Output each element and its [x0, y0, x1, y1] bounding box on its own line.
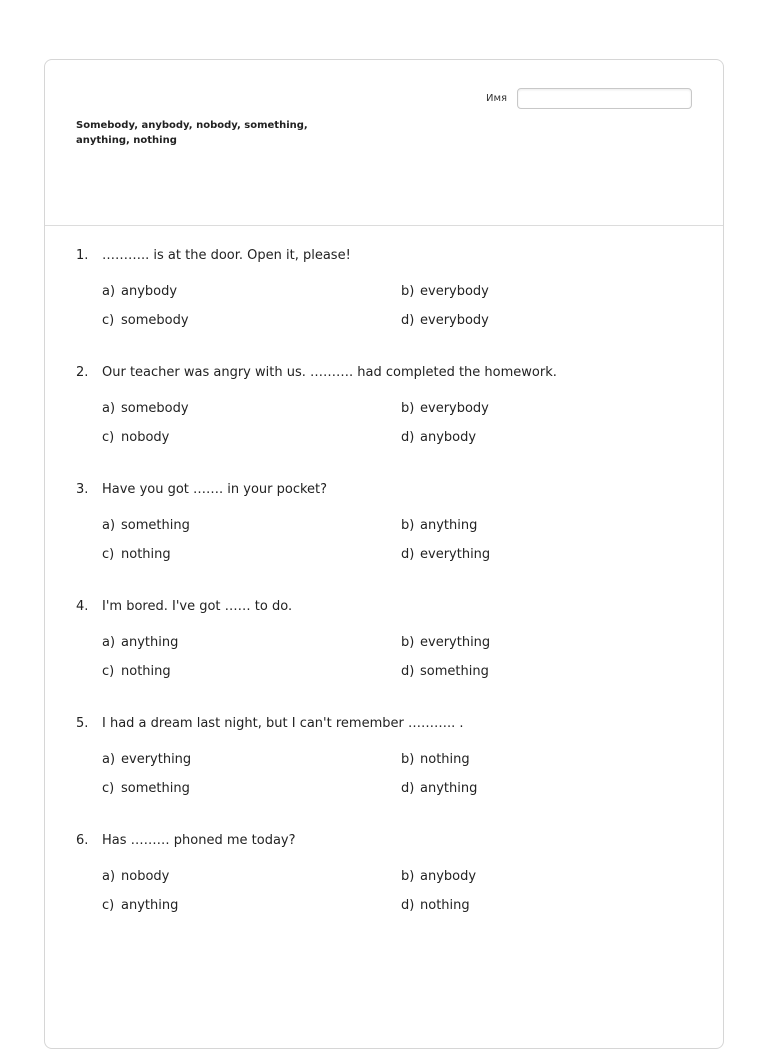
question-list — [45, 248, 723, 950]
question-text: ……….. is at the door. Open it, please! — [102, 248, 351, 263]
option-letter: c) — [102, 313, 115, 328]
option-a[interactable] — [102, 518, 190, 533]
question-number: 5. — [76, 716, 89, 731]
option-b[interactable] — [401, 869, 476, 884]
question-text: Has ……… phoned me today? — [102, 833, 296, 848]
option-text: anything — [420, 781, 478, 796]
option-text: anything — [420, 518, 478, 533]
option-text: nothing — [121, 547, 171, 562]
question-number: 4. — [76, 599, 89, 614]
option-letter: d) — [401, 664, 415, 679]
name-label: Имя — [486, 93, 508, 104]
option-letter: c) — [102, 781, 115, 796]
option-letter: c) — [102, 898, 115, 913]
question-number: 6. — [76, 833, 89, 848]
option-letter: a) — [102, 869, 116, 884]
option-a[interactable] — [102, 401, 189, 416]
option-text: anything — [121, 898, 179, 913]
worksheet — [44, 59, 724, 1049]
option-text: nothing — [121, 664, 171, 679]
option-text: anybody — [420, 430, 477, 445]
question-text: Our teacher was angry with us. ………. had completed the homework. — [102, 365, 557, 380]
worksheet-header — [45, 60, 723, 226]
option-b[interactable] — [401, 284, 489, 299]
option-letter: d) — [401, 430, 415, 445]
option-text: something — [121, 781, 190, 796]
option-a[interactable] — [102, 635, 178, 650]
option-c[interactable] — [102, 547, 171, 562]
question-text: I had a dream last night, but I can't remember ……….. . — [102, 716, 464, 731]
option-text: everybody — [420, 284, 489, 299]
option-text: something — [121, 518, 190, 533]
question-2 — [45, 365, 723, 482]
option-letter: c) — [102, 664, 115, 679]
option-c[interactable] — [102, 898, 178, 913]
option-text: anything — [121, 635, 179, 650]
option-text: everything — [121, 752, 192, 767]
option-b[interactable] — [401, 401, 489, 416]
option-d[interactable] — [401, 781, 477, 796]
question-text: I'm bored. I've got …… to do. — [102, 599, 293, 614]
option-c[interactable] — [102, 781, 190, 796]
option-text: nobody — [121, 869, 170, 884]
option-text: something — [420, 664, 489, 679]
option-a[interactable] — [102, 869, 169, 884]
option-b[interactable] — [401, 752, 470, 767]
option-text: nothing — [420, 752, 470, 767]
question-6 — [45, 833, 723, 950]
option-letter: b) — [401, 284, 415, 299]
option-text: everything — [420, 547, 491, 562]
option-b[interactable] — [401, 518, 477, 533]
option-d[interactable] — [401, 664, 489, 679]
question-4 — [45, 599, 723, 716]
option-text: everything — [420, 635, 491, 650]
option-letter: a) — [102, 752, 116, 767]
option-letter: d) — [401, 547, 415, 562]
option-letter: c) — [102, 547, 115, 562]
option-c[interactable] — [102, 430, 169, 445]
option-letter: d) — [401, 898, 415, 913]
option-letter: b) — [401, 635, 415, 650]
name-field[interactable] — [517, 88, 692, 109]
option-letter: a) — [102, 635, 116, 650]
worksheet-title: Somebody, anybody, nobody, something, anything, nothing — [76, 120, 308, 146]
option-d[interactable] — [401, 313, 489, 328]
option-letter: b) — [401, 752, 415, 767]
option-letter: b) — [401, 518, 415, 533]
option-letter: a) — [102, 401, 116, 416]
option-letter: a) — [102, 518, 116, 533]
question-5 — [45, 716, 723, 833]
option-letter: c) — [102, 430, 115, 445]
option-c[interactable] — [102, 313, 189, 328]
option-letter: d) — [401, 313, 415, 328]
option-text: somebody — [121, 401, 189, 416]
option-text: nobody — [121, 430, 170, 445]
option-text: anybody — [121, 284, 178, 299]
question-number: 2. — [76, 365, 89, 380]
option-d[interactable] — [401, 430, 476, 445]
question-text: Have you got ……. in your pocket? — [102, 482, 328, 497]
question-3 — [45, 482, 723, 599]
question-number: 1. — [76, 248, 89, 263]
option-text: anybody — [420, 869, 477, 884]
option-letter: b) — [401, 401, 415, 416]
option-text: everybody — [420, 401, 489, 416]
option-letter: a) — [102, 284, 116, 299]
option-text: everybody — [420, 313, 489, 328]
option-text: nothing — [420, 898, 470, 913]
option-letter: d) — [401, 781, 415, 796]
option-c[interactable] — [102, 664, 171, 679]
option-a[interactable] — [102, 752, 191, 767]
option-b[interactable] — [401, 635, 490, 650]
question-number: 3. — [76, 482, 89, 497]
option-d[interactable] — [401, 547, 490, 562]
question-1 — [45, 248, 723, 365]
option-a[interactable] — [102, 284, 177, 299]
option-letter: b) — [401, 869, 415, 884]
option-d[interactable] — [401, 898, 470, 913]
option-text: somebody — [121, 313, 189, 328]
